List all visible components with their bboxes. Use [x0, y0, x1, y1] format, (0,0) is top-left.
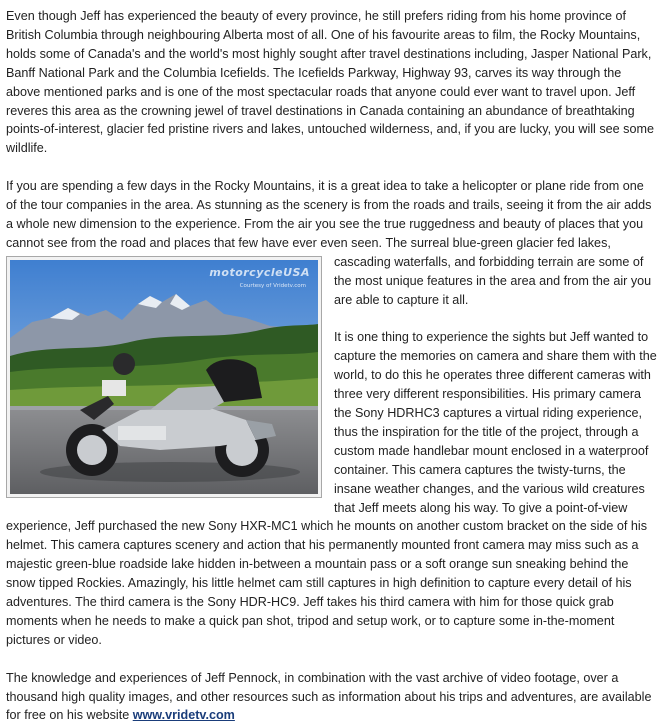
- photo-courtesy: Courtesy of Vridetv.com: [239, 282, 306, 289]
- motorcycle-photo-frame: [6, 256, 322, 498]
- paragraph-website: [6, 669, 657, 725]
- paragraph-website-text: The knowledge and experiences of Jeff Pennock, in combination with the vast archive of video footage, over a thousand high quality images, and other resources such as information about his trips and adventures, are available for free on his website: [6, 670, 652, 723]
- photo-watermark: motorcycleUSA: [209, 265, 310, 279]
- paragraph-helicopter: [6, 179, 651, 306]
- vridetv-link[interactable]: www.vridetv.com: [132, 708, 235, 723]
- paragraph-cameras-text: It is one thing to experience the sights but Jeff wanted to capture the memories on camera and share them with the world, to do this he operates three different cameras with three very different responsibilities. His primary camera the Sony HDRHC3 captures a virtual riding experience, thus the inspiration for the title of the project, through a custom made handlebar mount enclosed in a waterproof container. This camera captures the twisty-turns, the insane weather changes, and the various wild creatures that Jeff meets along his way. To give a point-of-view experience, Jeff purchased the new Sony HXR-MC1 which he mounts on another custom bracket on the side of his helmet. This camera captures scenery and action that his permanently mounted front camera may miss such as a majestic green-blue roadside lake hidden in-between a mountain pass or a soft orange sun sneaking behind the snow tipped Rockies. Amazingly, his little helmet cam still captures in high definition to capture every detail of his adventures. The third camera is the Sony HDR-HC9. Jeff takes his third camera with him for those quick grab moments when he needs to make a quick pan shot, tripod and setup work, or to capture some in-the-moment pictures or video.: [6, 330, 657, 647]
- motorcycle-photo: [10, 260, 318, 494]
- paragraph-helicopter-start: If you are spending a few days in the Rocky Mountains, it is a great idea to take a helicopter or plane ride from one of the tour companies in the area. As stunning as the scenery is from the roads and trails, seeing it from the air adds a whole new dimension to the experience. From the air you see the true ruggedness and beauty of places that you cannot see from the road and places that few have ever even seen.: [6, 179, 652, 250]
- paragraph-alberta-favourites: Even though Jeff has experienced the beauty of every province, he still prefers riding from his home province of British Columbia through neighbouring Alberta most of all. One of his favourite areas to film, the Rocky Mountains, holds some of Canada's and the world's most highly sought after travel destinations including, Jasper National Park, Banff National Park and the Columbia Icefields. The Icefields Parkway, Highway 93, carves its way through the above mentioned parks and is one of the most spectacular roads that anyone could ever want to travel upon. Jeff reveres this area as the crowning jewel of travel destinations in Canada containing an abundance of breathtaking points-of-interest, glacier fed pristine rivers and lakes, untouched wilderness, and, if you are lucky, you will see some wildlife.: [6, 9, 654, 156]
- paragraph-helicopter-end: The surreal blue-green glacier fed lakes, cascading waterfalls, and forbidding terrain are some of the most unique features in the area and from the air you are able to capture it all.: [334, 235, 652, 307]
- paragraph-helicopter-with-photo: [6, 177, 657, 309]
